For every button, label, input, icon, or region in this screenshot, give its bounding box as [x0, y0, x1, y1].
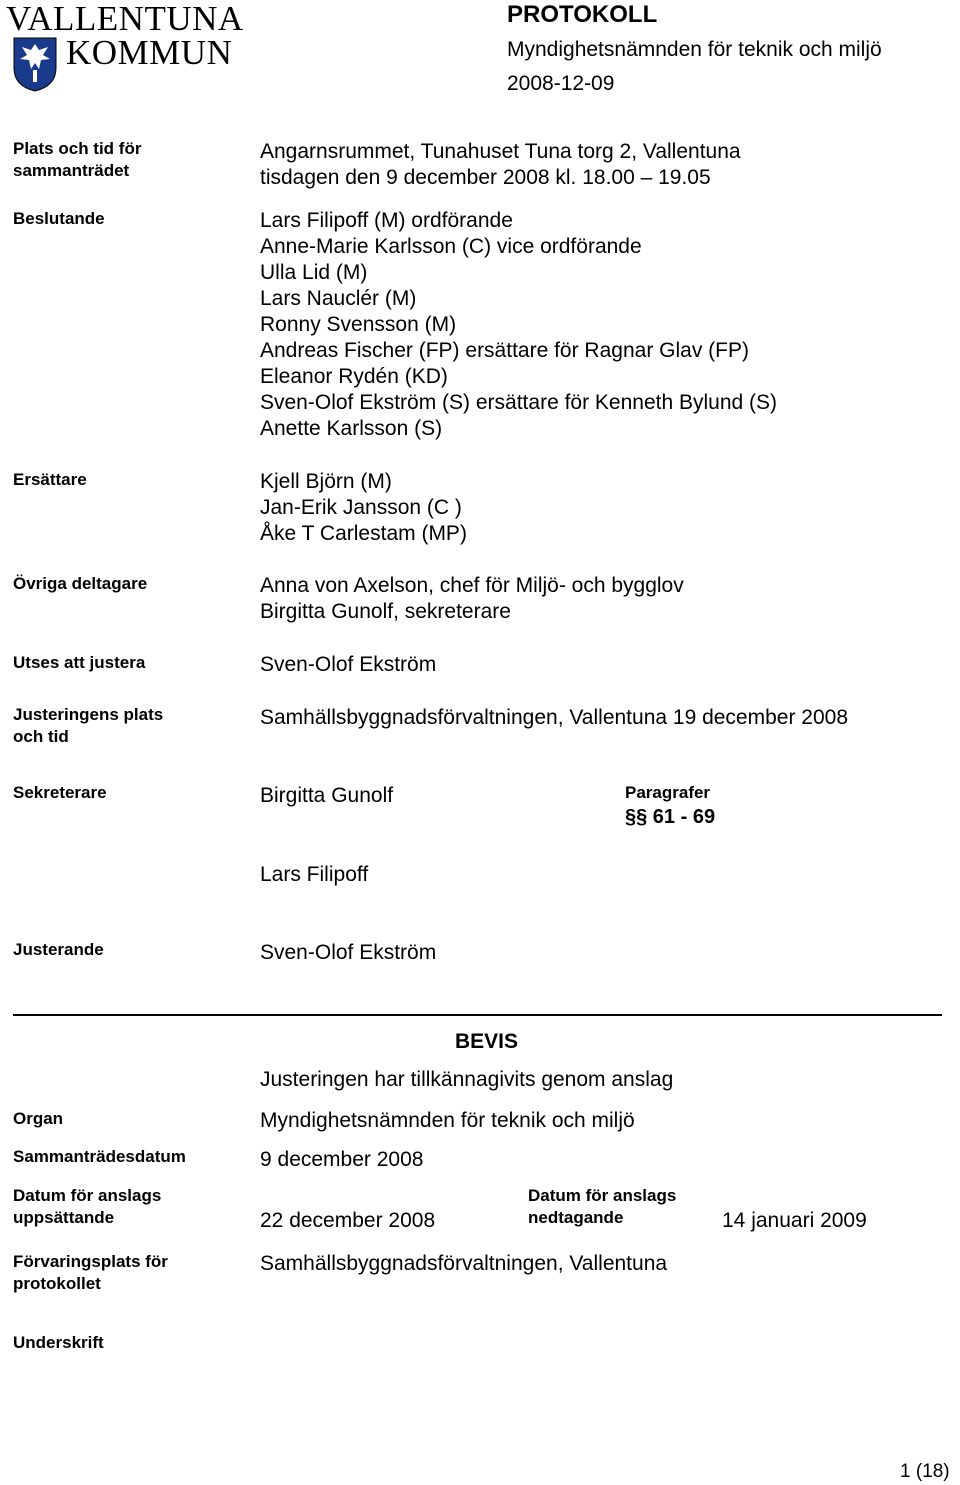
nedtagande-value: 14 januari 2009 — [722, 1209, 867, 1232]
document-title: PROTOKOLL — [507, 1, 658, 28]
uppsattande-label-2: uppsättande — [13, 1208, 115, 1227]
organ-label: Organ — [13, 1109, 64, 1128]
meeting-date: 2008-12-09 — [507, 72, 615, 95]
nedtagande-label-1: Datum för anslags — [528, 1186, 677, 1205]
list-item: Lars Filipoff (M) ordförande — [260, 209, 513, 232]
ordforande-name: Lars Filipoff — [260, 863, 369, 886]
sammantradesdatum-label: Sammanträdesdatum — [13, 1147, 186, 1166]
list-item: Åke T Carlestam (MP) — [260, 522, 467, 545]
utses-value: Sven-Olof Ekström — [260, 653, 437, 676]
ersattare-label: Ersättare — [13, 470, 87, 489]
bevis-statement: Justeringen har tillkännagivits genom anslag — [260, 1068, 674, 1091]
forvaringsplats-label-1: Förvaringsplats för — [13, 1252, 168, 1271]
nedtagande-label-2: nedtagande — [528, 1208, 624, 1227]
utses-label: Utses att justera — [13, 653, 146, 672]
ovriga-list — [260, 573, 684, 625]
paragrafer-label: Paragrafer — [625, 783, 711, 802]
coat-of-arms-icon — [12, 36, 58, 92]
page-number: 1 (18) — [900, 1461, 950, 1482]
sekreterare-label: Sekreterare — [13, 783, 107, 802]
list-item: Sven-Olof Ekström (S) ersättare för Kenneth Bylund (S) — [260, 391, 778, 414]
beslutande-list — [260, 208, 777, 442]
ersattare-list — [260, 469, 467, 547]
place-value-2: tisdagen den 9 december 2008 kl. 18.00 – 19.05 — [260, 166, 711, 189]
list-item: Lars Nauclér (M) — [260, 287, 417, 310]
list-item: Anette Karlsson (S) — [260, 417, 443, 440]
list-item: Kjell Björn (M) — [260, 470, 392, 493]
place-label-1: Plats och tid för — [13, 139, 142, 158]
uppsattande-value: 22 december 2008 — [260, 1209, 436, 1232]
forvaringsplats-label-2: protokollet — [13, 1274, 101, 1293]
bevis-title: BEVIS — [455, 1030, 519, 1053]
list-item: Ulla Lid (M) — [260, 261, 368, 284]
sammantradesdatum-value: 9 december 2008 — [260, 1148, 424, 1171]
list-item: Birgitta Gunolf, sekreterare — [260, 600, 511, 623]
list-item: Andreas Fischer (FP) ersättare för Ragnar Glav (FP) — [260, 339, 749, 362]
beslutande-label: Beslutande — [13, 209, 105, 228]
logo-line-1: VALLENTUNA — [6, 0, 244, 38]
committee-name: Myndighetsnämnden för teknik och miljö — [507, 38, 882, 61]
uppsattande-label-1: Datum för anslags — [13, 1186, 162, 1205]
list-item: Eleanor Rydén (KD) — [260, 365, 448, 388]
list-item: Jan-Erik Jansson (C ) — [260, 496, 462, 519]
section-divider — [13, 1014, 942, 1016]
justerande-label: Justerande — [13, 940, 104, 959]
forvaringsplats-value: Samhällsbyggnadsförvaltningen, Vallentuna — [260, 1252, 668, 1275]
place-label-2: sammanträdet — [13, 161, 130, 180]
underskrift-label: Underskrift — [13, 1333, 104, 1352]
place-value-1: Angarnsrummet, Tunahuset Tuna torg 2, Vallentuna — [260, 140, 741, 163]
justerande-name: Sven-Olof Ekström — [260, 941, 437, 964]
organ-value: Myndighetsnämnden för teknik och miljö — [260, 1109, 635, 1132]
paragrafer-value: §§ 61 - 69 — [625, 806, 716, 828]
justering-label-2: och tid — [13, 727, 69, 746]
ovriga-label: Övriga deltagare — [13, 574, 148, 593]
justering-value: Samhällsbyggnadsförvaltningen, Vallentuna 19 december 2008 — [260, 706, 849, 729]
list-item: Ronny Svensson (M) — [260, 313, 457, 336]
logo-line-2: KOMMUN — [66, 33, 233, 72]
list-item: Anna von Axelson, chef för Miljö- och bygglov — [260, 574, 684, 597]
list-item: Anne-Marie Karlsson (C) vice ordförande — [260, 235, 642, 258]
sekreterare-name: Birgitta Gunolf — [260, 784, 394, 807]
justering-label-1: Justeringens plats — [13, 705, 164, 724]
